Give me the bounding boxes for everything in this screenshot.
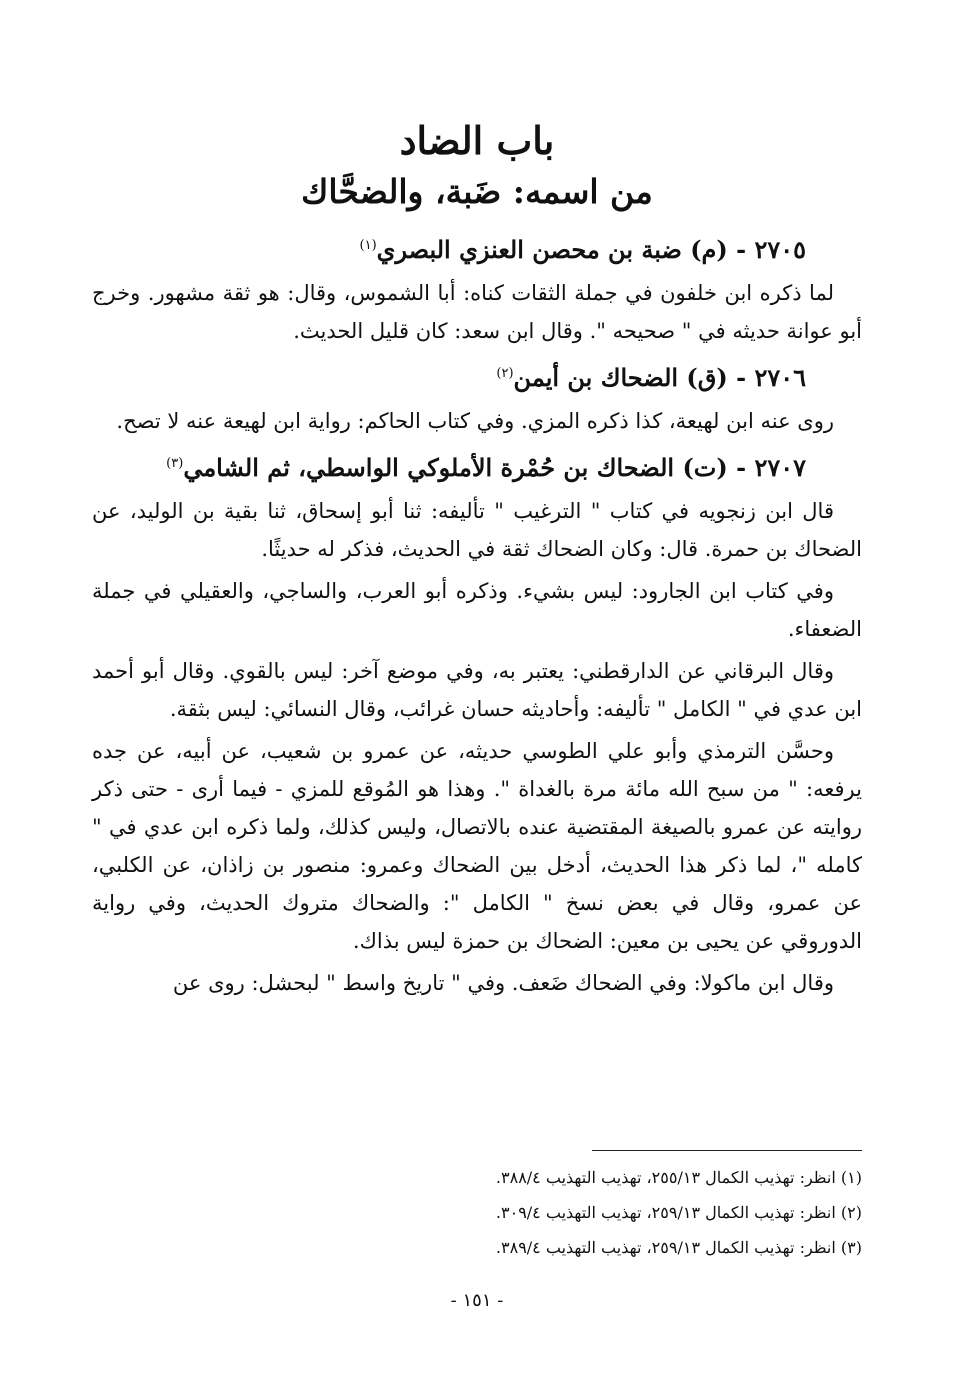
footnote-mark: (١)	[359, 238, 377, 253]
entry-paragraph: وحسَّن الترمذي وأبو علي الطوسي حديثه، عن عمرو بن شعيب، عن أبيه، عن جده يرفعه: " من سبح الله مائة مرة بالغداة ". وهذا هو المُوقع للمزي - فيما أرى - حتى ذكر روايته عن عمرو بالصيغة المقتضية عنده بالاتصال، وليس كذلك، ولما ذكره ابن عدي في " كامله "، لما ذكر هذا الحديث، أدخل بين الضحاك وعمرو: منصور بن زاذان، عن الكلبي، عن عمرو، وقال في بعض نسخ " الكامل ": والضحاك متروك الحديث، وفي رواية الدوروقي عن يحيى بن معين: الضحاك بن حمزة ليس بذاك.	[92, 739, 862, 953]
entry-paragraph: قال ابن زنجويه في كتاب " الترغيب " تأليفه: ثنا أبو إسحاق، ثنا بقية بن الوليد، عن الضحاك بن حمرة. قال: وكان الضحاك ثقة في الحديث، فذكر له حديثًا.	[92, 499, 862, 561]
entry-2705	[92, 226, 862, 350]
entry-heading	[92, 444, 862, 488]
footnote-mark: (٣)	[166, 456, 184, 471]
footnotes	[92, 1160, 862, 1265]
entry-paragraph: لما ذكره ابن خلفون في جملة الثقات كناه: أبا الشموس، وقال: هو ثقة مشهور. وخرج أبو عوانة حديثه في " صحيحه ". وقال ابن سعد: كان قليل الحديث.	[92, 281, 862, 343]
section-title: من اسمه: ضَبة، والضحَّاك	[301, 172, 653, 211]
footnote-item: (٣) انظر: تهذيب الكمال ٢٥٩/١٣، تهذيب التهذيب ٣٨٩/٤.	[495, 1238, 862, 1257]
entry-paragraph: روى عنه ابن لهيعة، كذا ذكره المزي. وفي كتاب الحاكم: رواية ابن لهيعة عنه لا تصح.	[116, 409, 834, 433]
page-number: - ١٥١ -	[450, 1290, 504, 1311]
entry-heading-text: ٢٧٠٦ - (ق) الضحاك بن أيمن	[513, 363, 806, 392]
entry-heading-text: ٢٧٠٥ - (م) ضبة بن محصن العنزي البصري	[376, 235, 806, 264]
entry-heading	[92, 226, 862, 270]
entry-heading-text: ٢٧٠٧ - (ت) الضحاك بن حُمْرة الأملوكي الواسطي، ثم الشامي	[183, 453, 806, 482]
entry-paragraph: وفي كتاب ابن الجارود: ليس بشيء. وذكره أبو العرب، والساجي، والعقيلي في جملة الضعفاء.	[92, 579, 862, 641]
main-text	[92, 226, 862, 1006]
footnote-item: (٢) انظر: تهذيب الكمال ٢٥٩/١٣، تهذيب التهذيب ٣٠٩/٤.	[495, 1203, 862, 1222]
entry-heading	[92, 354, 862, 398]
footnote-item: (١) انظر: تهذيب الكمال ٢٥٥/١٣، تهذيب التهذيب ٣٨٨/٤.	[495, 1168, 862, 1187]
entry-2707	[92, 444, 862, 1002]
entry-2706	[92, 354, 862, 440]
footnote-mark: (٢)	[496, 366, 514, 381]
footnote-divider	[592, 1150, 862, 1151]
entry-paragraph: وقال ابن ماكولا: وفي الضحاك ضَعف. وفي " تاريخ واسط " لبحشل: روى عن	[172, 971, 834, 995]
chapter-title: باب الضاد	[399, 118, 555, 163]
entry-paragraph: وقال البرقاني عن الدارقطني: يعتبر به، وفي موضع آخر: ليس بالقوي. وقال أبو أحمد ابن عدي في " الكامل " تأليفه: وأحاديثه حسان غرائب، وقال النسائي: ليس بثقة.	[92, 659, 862, 721]
